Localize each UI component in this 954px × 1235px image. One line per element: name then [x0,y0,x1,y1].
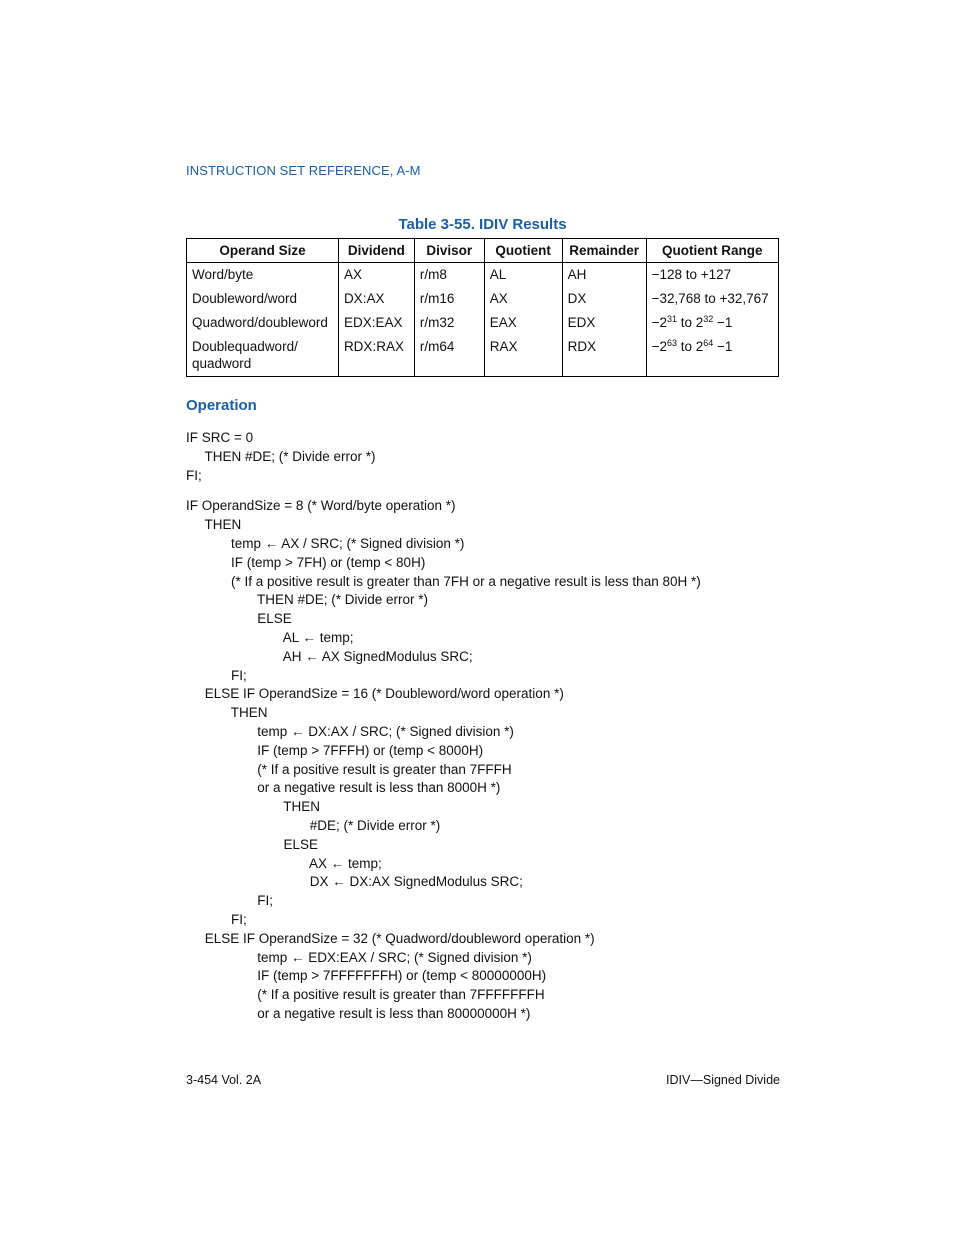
range-exponent: 64 [703,338,714,348]
cell-quotient: AL [484,263,562,288]
code-line: ELSE IF OperandSize = 32 (* Quadword/doubleword operation *) [186,930,595,946]
code-line: IF (temp > 7FH) or (temp < 80H) [186,554,426,570]
column-header: Operand Size [187,239,339,263]
code-line: IF SRC = 0 [186,430,254,445]
code-line: temp ← DX:AX / SRC; (* Signed division *) [186,723,514,739]
range-exponent: 31 [666,314,677,324]
range-to: to 2 [677,339,704,354]
cell-quotient-range: −32,768 to +32,767 [646,287,778,311]
cell-dividend: AX [338,263,414,288]
code-line: FI; [186,911,247,927]
cell-divisor: r/m16 [414,287,484,311]
column-header: Divisor [414,239,484,263]
running-head: INSTRUCTION SET REFERENCE, A-M [186,163,421,178]
cell-remainder: EDX [562,311,646,335]
table-row [187,287,779,311]
range-to: to 2 [677,315,704,330]
range-minus-one: −1 [713,339,733,354]
cell-quotient: RAX [484,335,562,377]
idiv-results-table [186,238,779,377]
cell-remainder: RDX [562,335,646,377]
cell-remainder: AH [562,263,646,288]
code-line: or a negative result is less than 8000H *) [186,780,501,796]
range-base: −2 [651,315,667,330]
code-line: AH ← AX SignedModulus SRC; [186,648,473,664]
code-line: THEN [186,705,268,721]
code-line: ELSE [186,836,319,852]
column-header: Quotient Range [646,239,778,263]
cell-quotient-range [646,311,778,335]
cell-dividend: EDX:EAX [338,311,414,335]
cell-remainder: DX [562,287,646,311]
footer-page-number: 3-454 Vol. 2A [186,1073,262,1087]
code-line: DX ← DX:AX SignedModulus SRC; [186,874,523,890]
cell-divisor: r/m32 [414,311,484,335]
code-line: (* If a positive result is greater than 7FFFH [186,761,512,777]
code-line: FI; [186,667,247,683]
cell-operand-size: Doublequadword/ quadword [187,335,339,377]
cell-divisor: r/m64 [414,335,484,377]
code-line: temp ← EDX:EAX / SRC; (* Signed division *) [186,949,532,965]
table-row [187,311,779,335]
operation-heading: Operation [186,397,257,414]
code-line: #DE; (* Divide error *) [186,817,441,833]
table-caption: Table 3-55. IDIV Results [398,216,567,233]
code-line: FI; [186,467,202,483]
code-line: ELSE IF OperandSize = 16 (* Doubleword/word operation *) [186,686,564,702]
code-line: THEN [186,517,242,533]
range-exponent: 32 [703,314,714,324]
code-line: ELSE [186,611,292,627]
table-row [187,335,779,377]
code-line: or a negative result is less than 80000000H *) [186,1005,531,1021]
cell-operand-size: Word/byte [187,263,339,288]
code-line: THEN #DE; (* Divide error *) [186,592,429,608]
code-line [186,485,806,497]
code-line: AX ← temp; [186,855,382,871]
column-header: Dividend [338,239,414,263]
code-line: AL ← temp; [186,629,354,645]
code-line: IF (temp > 7FFFH) or (temp < 8000H) [186,742,484,758]
footer-section-title: IDIV—Signed Divide [666,1073,780,1087]
code-line: FI; [186,893,274,909]
table-header-row [187,239,779,263]
cell-dividend: RDX:RAX [338,335,414,377]
cell-quotient: EAX [484,311,562,335]
table-row [187,263,779,288]
column-header: Remainder [562,239,646,263]
cell-quotient: AX [484,287,562,311]
code-line: THEN [186,799,321,815]
cell-quotient-range: −128 to +127 [646,263,778,288]
cell-dividend: DX:AX [338,287,414,311]
operation-pseudocode [186,429,806,1024]
cell-quotient-range [646,335,778,377]
cell-operand-size: Quadword/doubleword [187,311,339,335]
range-base: −2 [651,339,667,354]
range-exponent: 63 [666,338,677,348]
cell-operand-size: Doubleword/word [187,287,339,311]
column-header: Quotient [484,239,562,263]
cell-divisor: r/m8 [414,263,484,288]
code-line: IF (temp > 7FFFFFFFH) or (temp < 80000000H) [186,968,547,984]
code-line: IF OperandSize = 8 (* Word/byte operation *) [186,498,456,514]
range-minus-one: −1 [713,315,733,330]
code-line: (* If a positive result is greater than 7FH or a negative result is less than 80H *) [186,573,701,589]
code-line: temp ← AX / SRC; (* Signed division *) [186,535,465,551]
code-line: (* If a positive result is greater than 7FFFFFFFH [186,987,545,1003]
code-line: THEN #DE; (* Divide error *) [186,448,376,464]
